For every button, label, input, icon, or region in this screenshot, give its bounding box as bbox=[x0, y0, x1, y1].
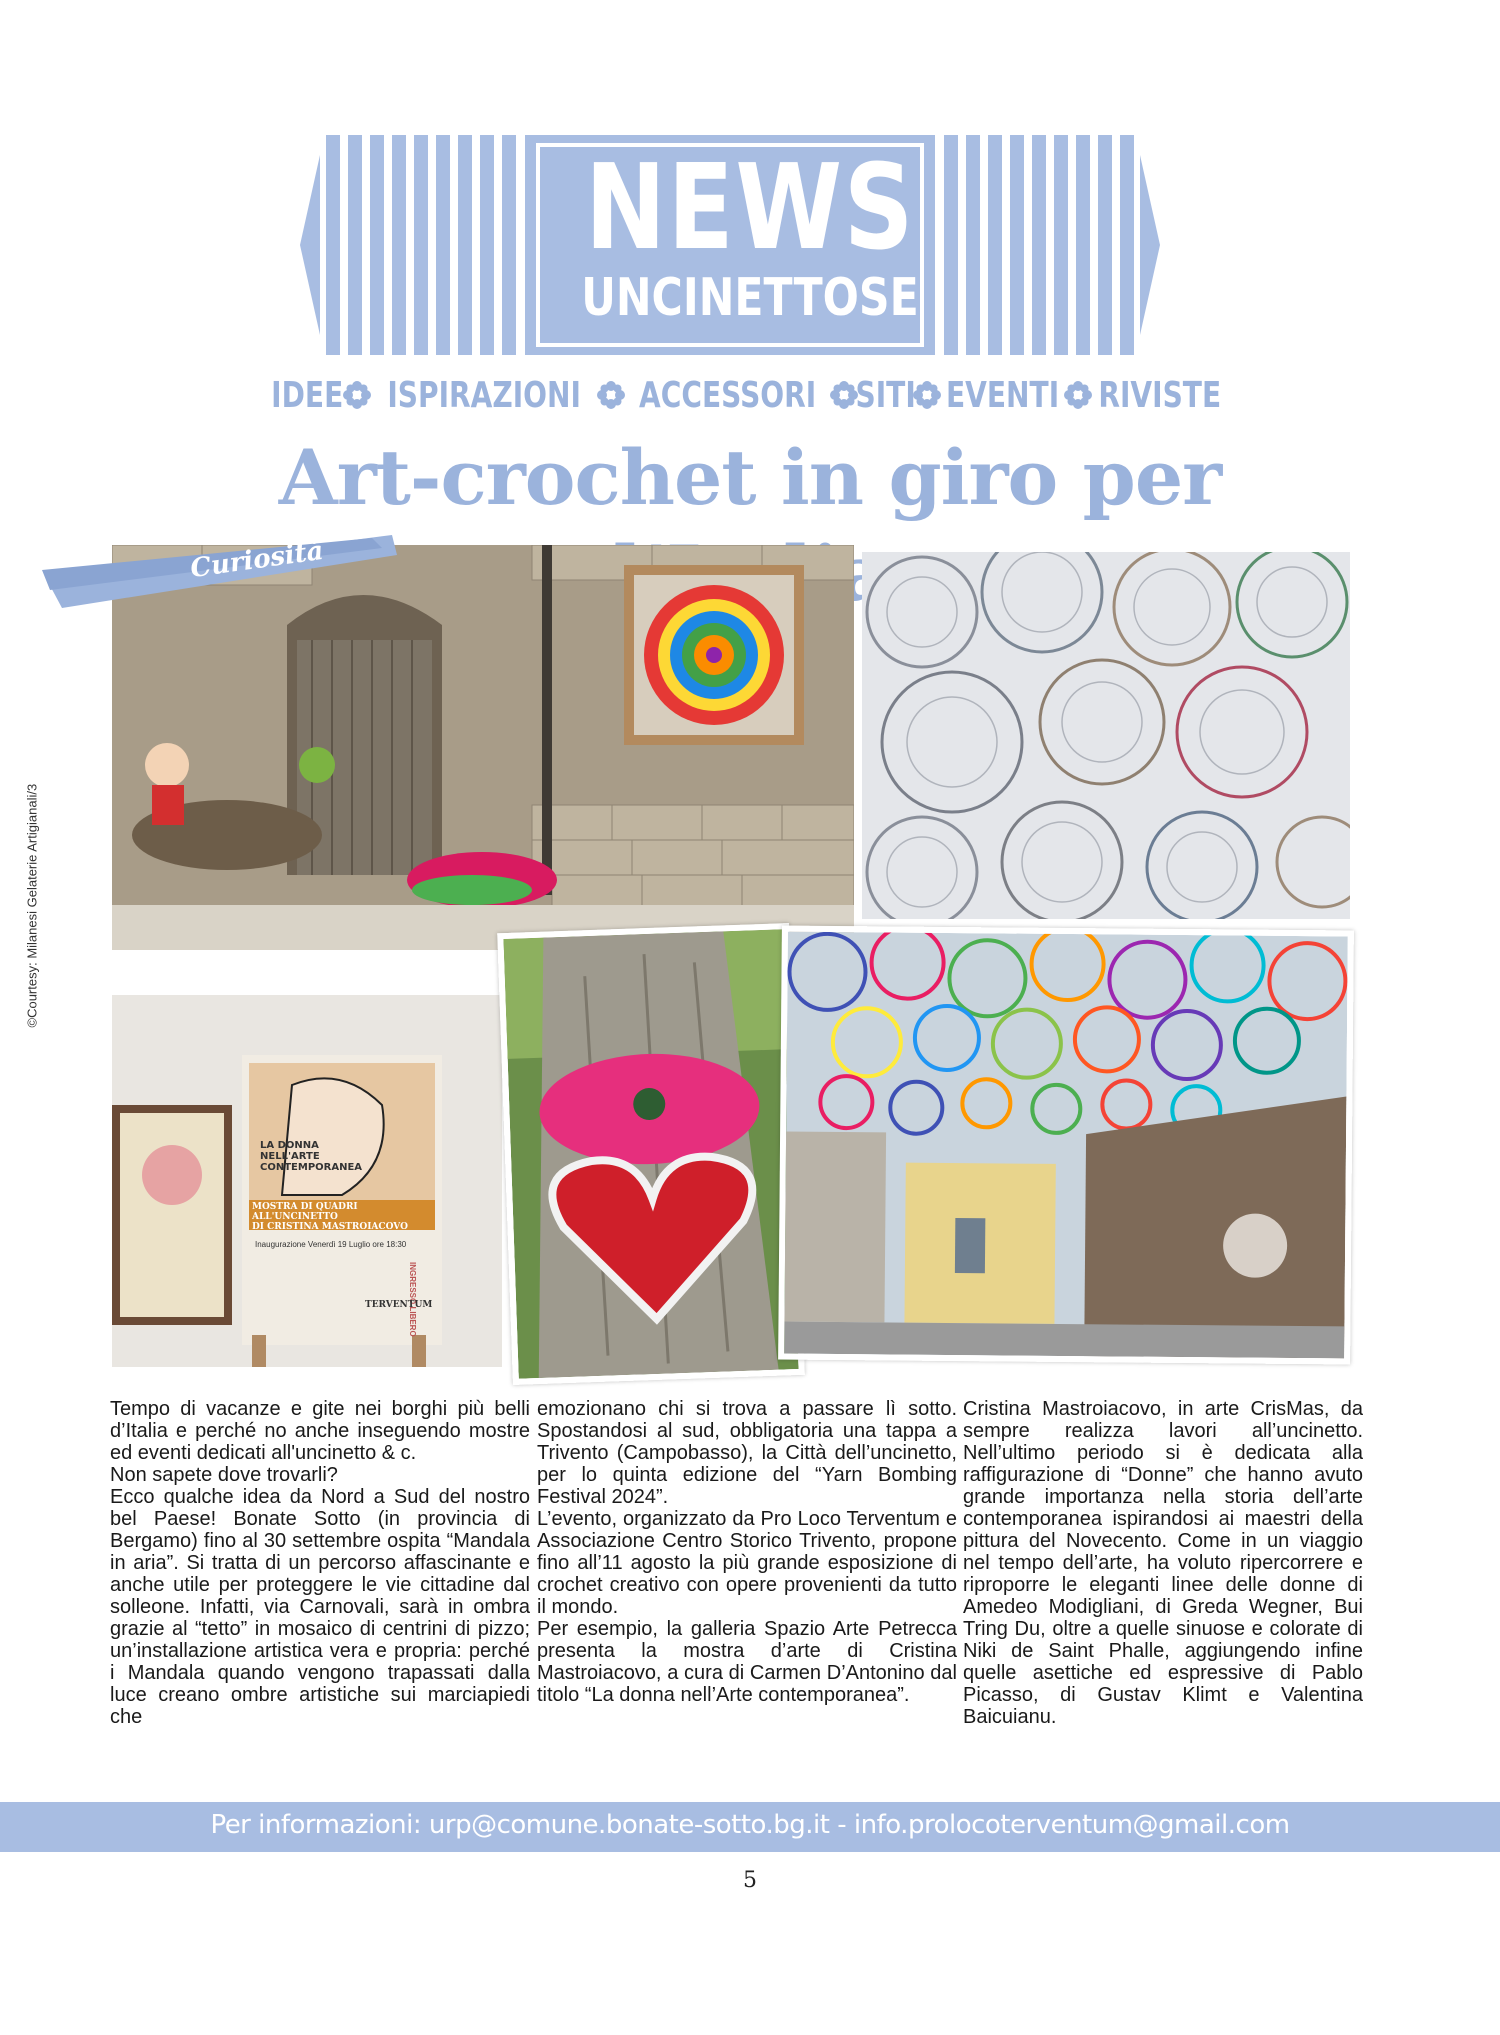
flower-icon bbox=[342, 380, 372, 410]
category-item: ISPIRAZIONI bbox=[386, 374, 581, 416]
paragraph: L’evento, organizzato da Pro Loco Terventum e Associazione Centro Storico Trivento, propone fino all’11 agosto la più grande esposizione di crochet creativo con opere provenienti da tutto il mondo. bbox=[537, 1508, 957, 1618]
poster-line: Inaugurazione Venerdì 19 Luglio ore 18:30 bbox=[255, 1240, 407, 1249]
poster-logo-text: TERVENTUM bbox=[365, 1300, 433, 1310]
text-column-3 bbox=[963, 1398, 1363, 1728]
banner-title: NEWS bbox=[584, 138, 916, 276]
category-item: EVENTI bbox=[946, 374, 1060, 416]
curiosita-label: Curiosità bbox=[188, 535, 326, 585]
poster-line: CONTEMPORANEA bbox=[260, 1162, 363, 1173]
photo-tree-heart bbox=[497, 923, 805, 1385]
flower-icon bbox=[912, 380, 942, 410]
poster-line: LA DONNA bbox=[260, 1140, 319, 1151]
category-item: ACCESSORI bbox=[638, 374, 817, 416]
category-item: RIVISTE bbox=[1098, 374, 1222, 416]
banner-subtitle: UNCINETTOSE bbox=[581, 268, 919, 328]
photo-lace-canopy bbox=[862, 552, 1350, 919]
text-column-1 bbox=[110, 1398, 530, 1728]
category-item: SITI bbox=[855, 374, 916, 416]
contact-info: Per informazioni: urp@comune.bonate-sotto.bg.it - info.prolocoterventum@gmail.com bbox=[210, 1810, 1290, 1840]
text-column-2 bbox=[537, 1398, 957, 1706]
poster-banner-text bbox=[252, 1202, 432, 1232]
poster-line: NELL'ARTE bbox=[260, 1151, 320, 1162]
photo-exhibition-poster bbox=[112, 995, 502, 1367]
paragraph: Ecco qualche idea da Nord a Sud del nostro bel Paese! Bonate Sotto (in provincia di Bergamo) fino al 30 settembre ospita “Mandala in aria”. Si tratta di un percorso affascinante e anche utile per proteggere le vie cittadine dal solleone. Infatti, via Carnovali, sarà in ombra grazie al “tetto” in mosaico di centrini di pizzo; un’installazione artistica vera e propria: perché i Mandala quando vengono trapassati dalla luce creano ombre artistiche sui marciapiedi che bbox=[110, 1486, 530, 1728]
poster-line: DI CRISTINA MASTROIACOVO bbox=[252, 1222, 408, 1232]
photo-credit: ©Courtesy: Milanesi Gelaterie Artigianali/3 bbox=[24, 783, 40, 1028]
flower-icon bbox=[1063, 380, 1093, 410]
poster-entry-label: INGRESSO LIBERO bbox=[408, 1262, 417, 1337]
paragraph: Non sapete dove trovarli? bbox=[110, 1464, 338, 1486]
poster-title-text bbox=[260, 1140, 362, 1173]
paragraph: Tempo di vacanze e gite nei borghi più belli d’Italia e perché no anche inseguendo mostre ed eventi dedicati all'uncinetto & c. bbox=[110, 1398, 530, 1464]
paragraph: Cristina Mastroiacovo, in arte CrisMas, da sempre realizza lavori all’uncinetto. Nell’ultimo periodo si è dedicata alla raffigurazione di “Donne” che hanno avuto grande importanza nella storia dell’arte contemporanea ispirandosi ai maestri della pittura del Novecento. Come in un viaggio nel tempo dell’arte, ha voluto ripercorrere e riproporre le eleganti linee delle donne di Amedeo Modigliani, di Greda Wegner, Bui Tring Du, oltre a quelle sinuose e colorate di Niki de Saint Phalle, aggiungendo infine quelle asettiche ed espressive di Pablo Picasso, di Gustav Klimt e Valentina Baicuianu. bbox=[963, 1398, 1363, 1728]
page-number: 5 bbox=[743, 1868, 757, 1893]
paragraph: Per esempio, la galleria Spazio Arte Petrecca presenta la mostra d’arte di Cristina Mastroiacovo, a cura di Carmen D’Antonino dal titolo “La donna nell’Arte contemporanea”. bbox=[537, 1618, 957, 1706]
poster-details bbox=[255, 1240, 415, 1249]
photo-canopy-street bbox=[778, 926, 1354, 1365]
flower-icon bbox=[596, 380, 626, 410]
poster-line: MOSTRA DI QUADRI ALL'UNCINETTO bbox=[252, 1202, 358, 1222]
article-headline: Art-crochet in giro per bbox=[278, 433, 1222, 522]
category-bar bbox=[200, 372, 1300, 418]
category-item: IDEE bbox=[271, 374, 344, 416]
paragraph: emozionano chi si trova a passare lì sotto. Spostandosi al sud, obbligatoria una tappa a Trivento (Campobasso), la Città dell’uncinetto, per lo quinta edizione del “Yarn Bombing Festival 2024”. bbox=[537, 1398, 957, 1508]
